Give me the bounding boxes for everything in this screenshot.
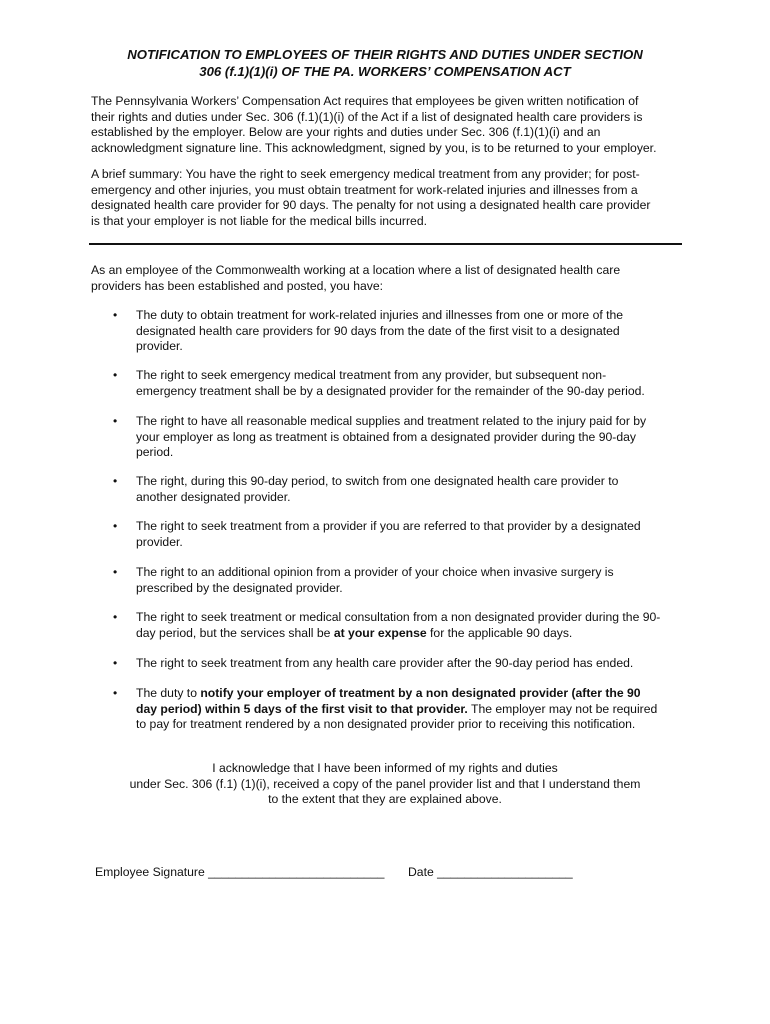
intro-paragraph: The Pennsylvania Workers’ Compensation Act requires that employees be given written notification of their rights and duties under Sec. 306 (f.1)(1)(i) of the Act if a list of designated health care providers is established by the employer. Below are your rights and duties under Sec. 306 (f.1)(1)(i) and an acknowledgment signature line. This acknowledgment, signed by you, is to be returned to your employer. (91, 94, 657, 155)
list-item-7: The right to seek treatment or medical consultation from a non designated provider during the 90- day period, but the services shall be at your expense for the applicable 90 days. (136, 610, 661, 640)
title-line-2: 306 (f.1)(1)(i) OF THE PA. WORKERS’ COMPENSATION ACT (199, 63, 571, 79)
bullet-icon: • (113, 414, 118, 428)
document-title (0, 47, 770, 80)
emphasis-text: notify your employer of treatment by a non designated provider (after the 90 (200, 686, 641, 700)
list-item-5: The right to seek treatment from a provider if you are referred to that provider by a designated provider. (136, 519, 641, 549)
date-field[interactable]: Date ____________________ (408, 865, 573, 879)
bullet-icon: • (113, 686, 118, 700)
bullet-icon: • (113, 656, 118, 670)
bullet-icon: • (113, 519, 118, 533)
section-divider (89, 243, 682, 245)
bullet-icon: • (113, 308, 118, 322)
emphasis-text: at your expense (333, 625, 427, 640)
title-line-1: NOTIFICATION TO EMPLOYEES OF THEIR RIGHTS AND DUTIES UNDER SECTION (127, 47, 643, 62)
list-item-8: The right to seek treatment from any health care provider after the 90-day period has ended. (136, 656, 634, 670)
summary-paragraph: A brief summary: You have the right to seek emergency medical treatment from any provider; for post- emergency and other injuries, you must obtain treatment for work-related injuries and illnesses from a designated health care provider for 90 days. The penalty for not using a designated health care provider is that your employer is not liable for the medical bills incurred. (91, 167, 651, 228)
bullet-icon: • (113, 565, 118, 579)
employee-signature-field[interactable]: Employee Signature __________________________ (95, 865, 385, 879)
bullet-icon: • (113, 610, 118, 624)
bullet-icon: • (113, 474, 118, 488)
list-item-9: The duty to notify your employer of treatment by a non designated provider (after the 90 day period) within 5 days of the first visit to that provider. The employer may not be required to pay for treatment rendered by a non designated provider prior to receiving this notification. (136, 686, 658, 732)
acknowledgment-statement: I acknowledge that I have been informed of my rights and duties under Sec. 306 (f.1) (1)(i), received a copy of the panel provider list and that I understand them to the extent that they are explained above. (129, 761, 641, 807)
list-item-1: The duty to obtain treatment for work-related injuries and illnesses from one or more of the designated health care providers for 90 days from the date of the first visit to a designated provider. (136, 308, 624, 354)
bullet-icon: • (113, 368, 118, 382)
list-item-3: The right to have all reasonable medical supplies and treatment related to the injury paid for by your employer as long as treatment is obtained from a designated provider during the 90-day period. (136, 414, 647, 460)
employee-intro-paragraph: As an employee of the Commonwealth working at a location where a list of designated health care providers has been established and posted, you have: (91, 263, 621, 293)
list-item-4: The right, during this 90-day period, to switch from one designated health care provider to another designated provider. (136, 474, 619, 504)
list-item-2: The right to seek emergency medical treatment from any provider, but subsequent non- emergency treatment shall be by a designated provider for the remainder of the 90-day period. (136, 368, 645, 398)
list-item-6: The right to an additional opinion from a provider of your choice when invasive surgery is prescribed by the designated provider. (136, 565, 614, 595)
emphasis-text: day period) within 5 days of the first visit to that provider. (136, 701, 468, 716)
